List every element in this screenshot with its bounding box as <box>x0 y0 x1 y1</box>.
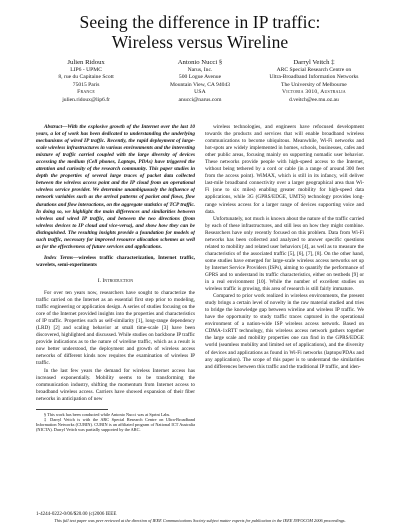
author-affiliation: Narus, Inc. <box>187 67 213 73</box>
author-address: Ultra-Broadband Information Networks <box>269 74 359 81</box>
author-3 <box>258 58 370 104</box>
author-country: USA <box>194 89 206 96</box>
paper-title <box>0 12 400 52</box>
author-2 <box>144 58 256 104</box>
abstract-text: With the explosive growth of the Internet over the last 10 years, a lot of work has been dedicated to understanding the underlying mechanisms of wired IP traffic. Recently, the rapid deployment of large-scale wireless infrastructures in various environments and the interesting mixture of traffic carried coupled with the large diversity of devices accessing the medium (Cell phones, Laptops, PDAs) have triggered the attention and curiosity of the research community. This paper studies in depth the properties of several large traces of packet data collected between the wireless access point and the IP cloud from an operational wireless service provider. We determine unambiguously the influence of network variables such as the arrival patterns of packet and flows, flow durations and flow interactions, on the aggregate statistics of TCP traffic. In doing so, we highlight the main differences and similarities between wireless and wired IP traffic, and between the two directions (from wireless devices to IP cloud and vice-versa), and show how they can be distinguished. The resulting insights provide a foundation for models of such traffic, necessary for improved resource allocation schemes as well as for the effectiveness of future services and applications. <box>36 124 195 250</box>
intro-paragraph-3: wireless technologies, and engineers have refocused development towards the products and services that will enable broadband wireless communications to become ubiquitous. Meanwhile, Wi-Fi networks and hot-spots are widely implemented in homes, schools, businesses, cafes and other public areas, focusing mainly on supporting nomadic user behavior. These networks provide people with high-speed access to the Internet, without being tethered by a cord or cable (in a range of around 300 feet from the access point). WiMAX, which is still in its infancy, will deliver last-mile broadband connectivity over a larger geographical area than Wi-Fi (one to six miles) enabling greater mobility for high-speed data applications, while 3G (GPRS/EDGE, UMTS) technology provides long-range wireless access for a larger range of devices supporting voice and data. <box>205 124 364 215</box>
author-affiliation: LIP6 - UPMC <box>70 67 102 73</box>
author-country: Victoria 3010, Australia <box>281 89 346 96</box>
author-address: 8, rue du Capitaine Scott <box>58 74 114 81</box>
intro-paragraph-5: Compared to prior work realized in wireless environments, the present study brings a certain level of novelty in the raw material studied and tries to bridge the knowledge gap between wireline and wireless IP traffic. We have the opportunity to study traffic traces captured in the operational environment of a nation-wide ISP wireless access network. Based on CDMA-1xRTT technology, this wireless access network gathers together the large scale and mobility properties one can find in the GPRS/EDGE world (seamless mobility and limited set of applications), and the diversity of devices and applications as found in Wi-Fi networks (laptops/PDAs and any application). The scope of this paper is to understand the similarities and differences between this traffic and the traditional IP traffic, and iden- <box>205 293 364 370</box>
page-footer <box>36 512 364 524</box>
index-terms: Index Terms—wireless traffic characterization, Internet traffic, wavelets, semi-experiments <box>36 254 195 268</box>
review-note: This full text paper was peer reviewed at the direction of IEEE Communications Society subject matter experts for publication in the IEEE INFOCOM 2006 proceedings. <box>54 518 346 523</box>
intro-paragraph-1: For over ten years now, researchers have sought to characterize the traffic carried on the Internet as an essential first step prior to modeling, traffic engineering or application design. A series of studies focusing on the core of the Internet provided insights into the properties and characteristics of IP traffic. Properties such as self-similarity [1], long-range dependency (LRD) [2] and scaling behavior at small time-scale [3] have been discovered, highlighted and discussed. While studies on backbone IP traffic provide indications as to the nature of wireline traffic, which as a result is now better understood, the deployment and growth of wireless access networks of different kinds now requires the examination of wireless IP traffic. <box>36 289 195 367</box>
section-heading: I. Introduction <box>97 277 134 284</box>
author-name: Antonio Nucci § <box>177 59 223 66</box>
title-line-1: Seeing the difference in IP traffic: <box>79 12 321 32</box>
author-city: Mountain View, CA 94043 <box>169 81 231 88</box>
index-terms-label: Index Terms <box>44 254 74 261</box>
author-name: Julien Ridoux <box>67 59 105 66</box>
author-affiliation: ARC Special Research Centre on <box>276 67 352 73</box>
author-address: 500 Logue Avenue <box>178 74 222 81</box>
author-email: julien.ridoux@lip6.fr <box>62 96 110 103</box>
author-city: 75015 Paris <box>72 81 100 88</box>
index-terms-text: wireless traffic characterization, Internet traffic, wavelets, semi-experiments <box>36 254 195 268</box>
author-email: anucci@narus.com <box>178 96 222 103</box>
abstract-label: Abstract <box>44 124 63 130</box>
isbn-line: 1-4244-0222-0/06/$20.00 (c)2006 IEEE <box>36 512 117 517</box>
footnote-1: § This work has been conducted while Antonio Nucci was at Sprint Labs. <box>44 411 171 417</box>
right-column <box>205 124 364 506</box>
title-line-2: Wireless versus Wireline <box>111 32 289 52</box>
author-block <box>30 58 370 104</box>
footnote-2: ‡ Darryl Veitch is with the ARC Special Research Centre on Ultra-Broadband Information Networks (CUBIN). CUBIN is an affiliated program of National ICT Australia (NICTA). Darryl Veitch was partially supported by the ARC. <box>36 416 195 433</box>
author-1 <box>30 58 142 104</box>
author-country: France <box>77 89 96 96</box>
author-name: Darryl Veitch ‡ <box>293 59 335 66</box>
intro-paragraph-4: Unfortunately, not much is known about the nature of the traffic carried by each of these infrastructures, and still less on how they might combine. Researchers have only recently focused on this problem. Data from Wi-Fi networks has been collected and analyzed to answer specific questions related to mobility and related user behaviors [4], as well as to measure the characteristics of the associated traffic [5], [6], [7], [8]. On the other hand, some studies have emerged for large-scale wireless access networks set up by Internet Service Providers (ISPs), aiming to quantify the performance of GPRS and to understand its traffic characteristics, either on testbeds [9] or in a real environment [10]. While the number of excellent studies on wireless traffic is growing, this area of research is still fairly immature. <box>205 215 364 293</box>
left-column <box>36 124 195 506</box>
body-columns <box>36 124 364 506</box>
abstract: Abstract—With the explosive growth of the Internet over the last 10 years, a lot of work has been dedicated to understanding the underlying mechanisms of wired IP traffic. Recently, the rapid deployment of large-scale wireless infrastructures in various environments and the interesting mixture of traffic carried coupled with the large diversity of devices accessing the medium (Cell phones, Laptops, PDAs) have triggered the attention and curiosity of the research community. This paper studies in depth the properties of several large traces of packet data collected between the wireless access point and the IP cloud from an operational wireless service provider. We determine unambiguously the influence of network variables such as the arrival patterns of packet and flows, flow durations and flow interactions, on the aggregate statistics of TCP traffic. In doing so, we highlight the main differences and similarities between wireless and wired IP traffic, and between the two directions (from wireless devices to IP cloud and vice-versa), and show how they can be distinguished. The resulting insights provide a foundation for models of such traffic, necessary for improved resource allocation schemes as well as for the effectiveness of future services and applications. <box>36 124 195 250</box>
author-email: d.veitch@ee.mu.oz.au <box>288 96 339 103</box>
intro-paragraph-2: In the last few years the demand for wireless Internet access has increased exponentially. Mobility seems to be transforming the communication industry, shifting the momentum from Internet access to broadband wireless access. Carriers have showed expansion of their fiber networks in anticipation of new <box>36 367 195 402</box>
author-city: The University of Melbourne <box>281 81 347 88</box>
